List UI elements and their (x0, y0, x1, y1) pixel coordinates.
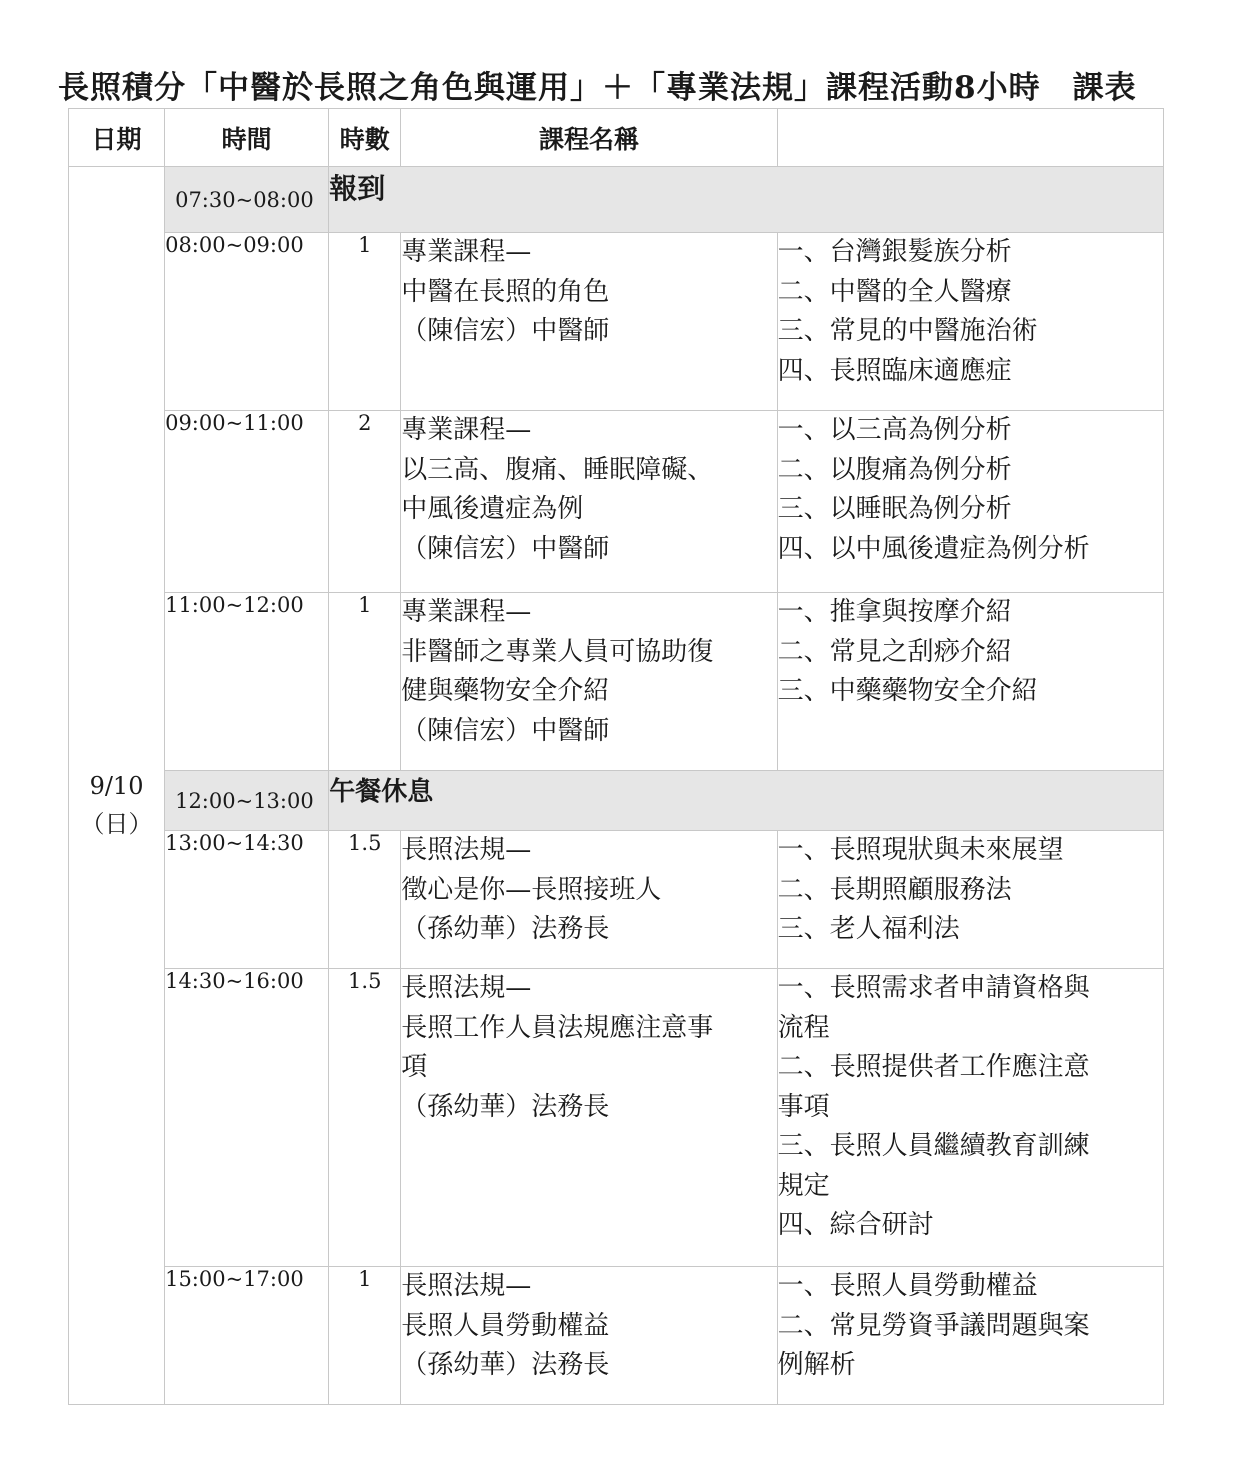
topic-line: 三、中藥藥物安全介紹 (777, 676, 1038, 706)
hours-cell: 2 (329, 411, 401, 593)
course-line: 項 (401, 1052, 428, 1082)
course-line: 非醫師之專業人員可協助復 (401, 636, 714, 667)
course-cell (401, 831, 777, 969)
topics-cell (777, 831, 1163, 969)
topic-line: 三、以睡眠為例分析 (777, 494, 1012, 524)
course-line: （孫幼華）法務長 (401, 1091, 610, 1122)
topic-line: 流程 (777, 1012, 830, 1043)
topics-cell (777, 1267, 1163, 1405)
topic-line: 二、常見勞資爭議問題與案 (777, 1310, 1090, 1341)
topic-line: 二、以腹痛為例分析 (777, 454, 1012, 485)
course-line: 長照法規— (401, 835, 532, 865)
page-title: 長照積分「中醫於長照之角色與運用」＋「專業法規」課程活動8小時 課表 (58, 70, 1137, 106)
hours-cell: 1.5 (329, 969, 401, 1267)
topic-line: 一、以三高為例分析 (777, 415, 1012, 445)
table-row (69, 167, 1164, 233)
course-cell (401, 411, 777, 593)
hours-cell: 1 (329, 1267, 401, 1405)
topic-line: 二、常見之刮痧介紹 (777, 636, 1012, 667)
topic-line: 四、以中風後遺症為例分析 (777, 533, 1090, 564)
course-line: 健與藥物安全介紹 (401, 676, 610, 706)
course-line: 以三高、腹痛、睡眠障礙、 (401, 454, 714, 485)
course-line: （陳信宏）中醫師 (401, 316, 610, 346)
time-cell: 07:30~08:00 (165, 167, 329, 233)
checkin-label: 報到 (329, 167, 1164, 233)
topic-line: 例解析 (777, 1350, 856, 1380)
topics-cell (777, 411, 1163, 593)
topic-line: 三、長照人員繼續教育訓練 (777, 1131, 1090, 1161)
table-row (69, 969, 1164, 1267)
topic-line: 四、長照臨床適應症 (777, 355, 1012, 386)
course-line: 專業課程— (401, 597, 532, 627)
course-cell (401, 593, 777, 771)
time-cell: 13:00~14:30 (165, 831, 329, 969)
topic-line: 一、長照現狀與未來展望 (777, 835, 1064, 865)
header-row (69, 109, 1164, 167)
course-line: （孫幼華）法務長 (401, 1350, 610, 1380)
topics-cell (777, 593, 1163, 771)
table-row (69, 831, 1164, 969)
header-topics (777, 109, 1163, 167)
topic-line: 事項 (777, 1091, 830, 1122)
time-cell: 08:00~09:00 (165, 233, 329, 411)
topic-line: 一、推拿與按摩介紹 (777, 597, 1012, 627)
header-course: 課程名稱 (401, 109, 777, 167)
time-cell: 12:00~13:00 (165, 771, 329, 831)
table-row (69, 771, 1164, 831)
topic-line: 規定 (777, 1170, 830, 1201)
course-line: （孫幼華）法務長 (401, 914, 610, 944)
course-line: 長照工作人員法規應注意事 (401, 1012, 714, 1043)
date-line1: 9/10 (89, 772, 144, 800)
topic-line: 一、長照需求者申請資格與 (777, 973, 1090, 1003)
course-cell (401, 1267, 777, 1405)
header-date: 日期 (69, 109, 165, 167)
topic-line: 一、台灣銀髮族分析 (777, 237, 1012, 267)
lunch-label: 午餐休息 (329, 771, 1164, 831)
course-line: 專業課程— (401, 415, 532, 445)
header-hours: 時數 (329, 109, 401, 167)
hours-cell: 1 (329, 593, 401, 771)
table-row (69, 233, 1164, 411)
topic-line: 二、長期照顧服務法 (777, 874, 1012, 905)
course-line: 長照法規— (401, 973, 532, 1003)
topic-line: 二、長照提供者工作應注意 (777, 1052, 1090, 1082)
time-cell: 11:00~12:00 (165, 593, 329, 771)
course-cell (401, 233, 777, 411)
topic-line: 三、常見的中醫施治術 (777, 316, 1038, 346)
table-row (69, 593, 1164, 771)
hours-cell: 1.5 (329, 831, 401, 969)
course-line: 中風後遺症為例 (401, 494, 584, 524)
date-cell (69, 167, 165, 1405)
header-time: 時間 (165, 109, 329, 167)
topic-line: 四、綜合研討 (777, 1210, 934, 1240)
time-cell: 09:00~11:00 (165, 411, 329, 593)
course-line: 徵心是你—長照接班人 (401, 874, 662, 905)
topic-line: 二、中醫的全人醫療 (777, 276, 1012, 307)
time-cell: 15:00~17:00 (165, 1267, 329, 1405)
hours-cell: 1 (329, 233, 401, 411)
topics-cell (777, 233, 1163, 411)
topic-line: 一、長照人員勞動權益 (777, 1271, 1038, 1301)
date-line2: （日） (80, 810, 153, 838)
time-cell: 14:30~16:00 (165, 969, 329, 1267)
course-line: 中醫在長照的角色 (401, 276, 610, 307)
topics-cell (777, 969, 1163, 1267)
course-line: 長照人員勞動權益 (401, 1310, 610, 1341)
course-line: 長照法規— (401, 1271, 532, 1301)
course-line: （陳信宏）中醫師 (401, 715, 610, 746)
course-line: （陳信宏）中醫師 (401, 533, 610, 564)
topic-line: 三、老人福利法 (777, 914, 960, 944)
schedule-table (68, 108, 1164, 1405)
course-cell (401, 969, 777, 1267)
table-row (69, 411, 1164, 593)
course-line: 專業課程— (401, 237, 532, 267)
table-row (69, 1267, 1164, 1405)
